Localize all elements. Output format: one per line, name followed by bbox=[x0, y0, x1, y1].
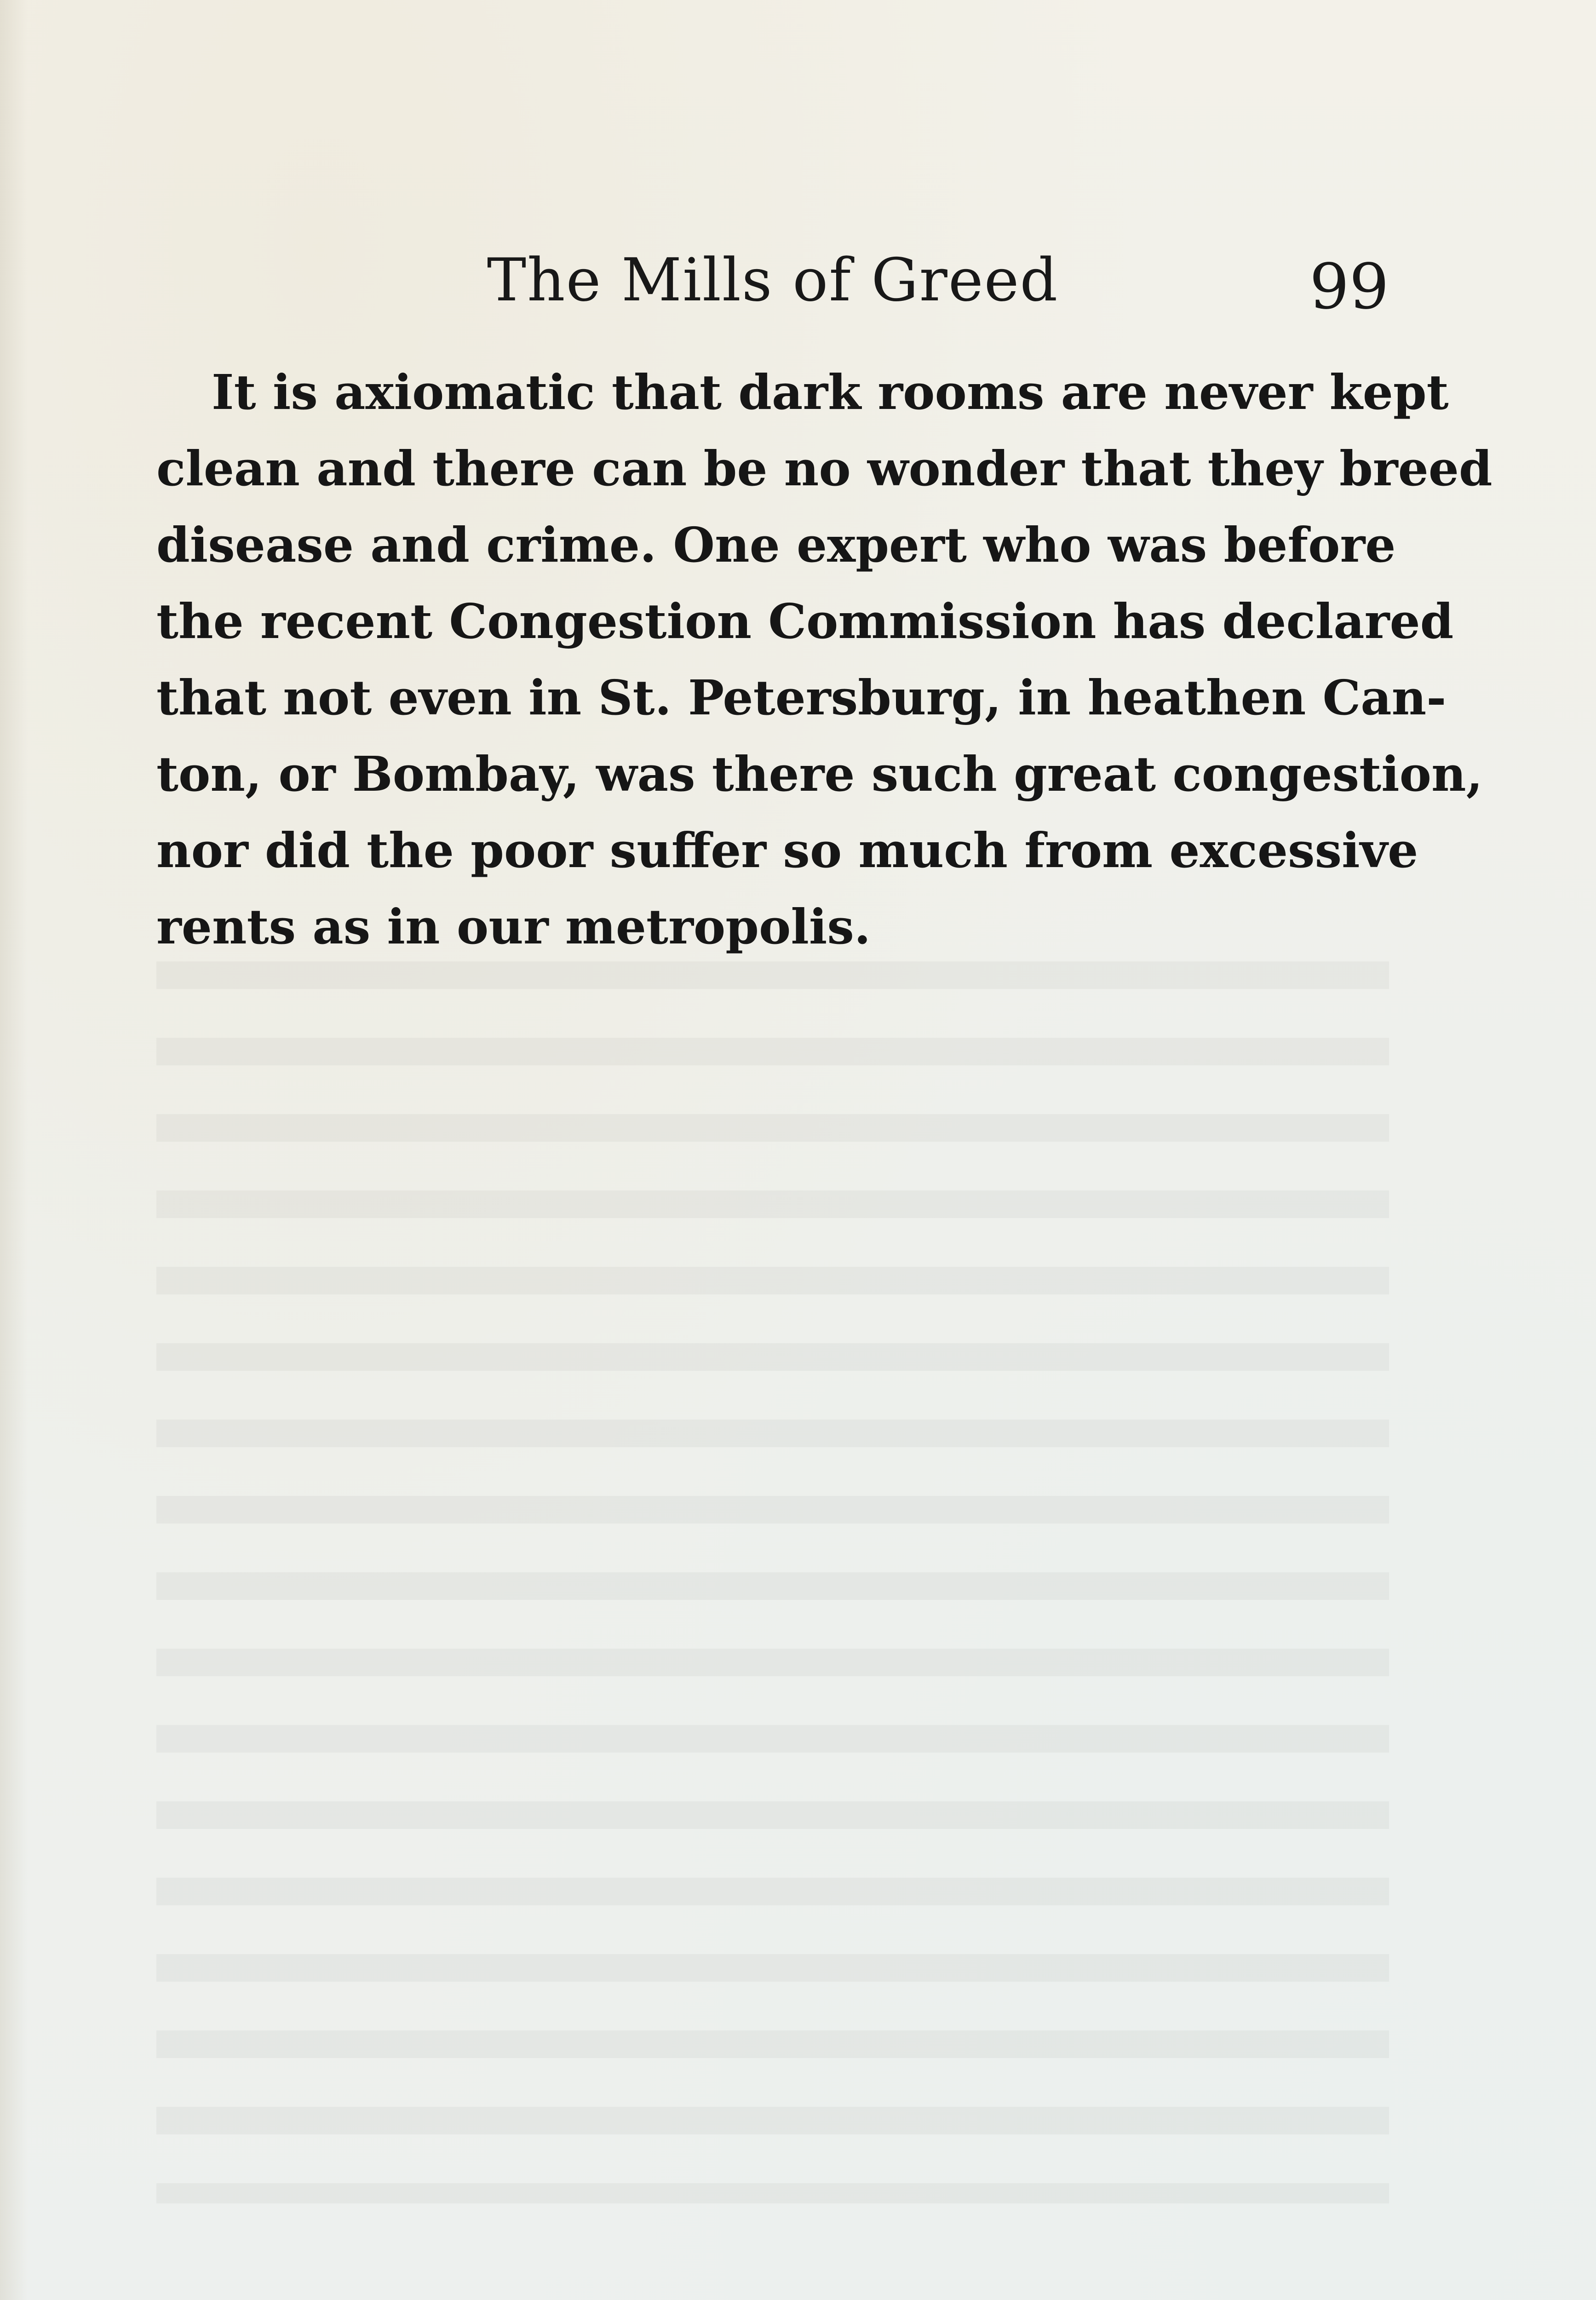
body-paragraph bbox=[156, 354, 1493, 965]
bleed-through-texture bbox=[156, 961, 1389, 2203]
running-head bbox=[156, 244, 1389, 323]
spine-shadow bbox=[0, 0, 28, 2300]
body-line: the recent Congestion Commission has declared bbox=[156, 593, 1454, 650]
body-line: rents as in our metropolis. bbox=[156, 898, 871, 955]
body-line: It is axiomatic that dark rooms are never kept bbox=[212, 364, 1449, 420]
page-number: 99 bbox=[1309, 251, 1389, 323]
body-line: clean and there can be no wonder that they breed bbox=[156, 440, 1493, 497]
running-head-title: The Mills of Greed bbox=[487, 246, 1059, 315]
body-line: that not even in St. Petersburg, in heathen Can- bbox=[156, 669, 1447, 726]
body-line: ton, or Bombay, was there such great congestion, bbox=[156, 746, 1483, 802]
body-line: nor did the poor suffer so much from excessive bbox=[156, 822, 1418, 879]
body-line: disease and crime. One expert who was before bbox=[156, 517, 1396, 573]
